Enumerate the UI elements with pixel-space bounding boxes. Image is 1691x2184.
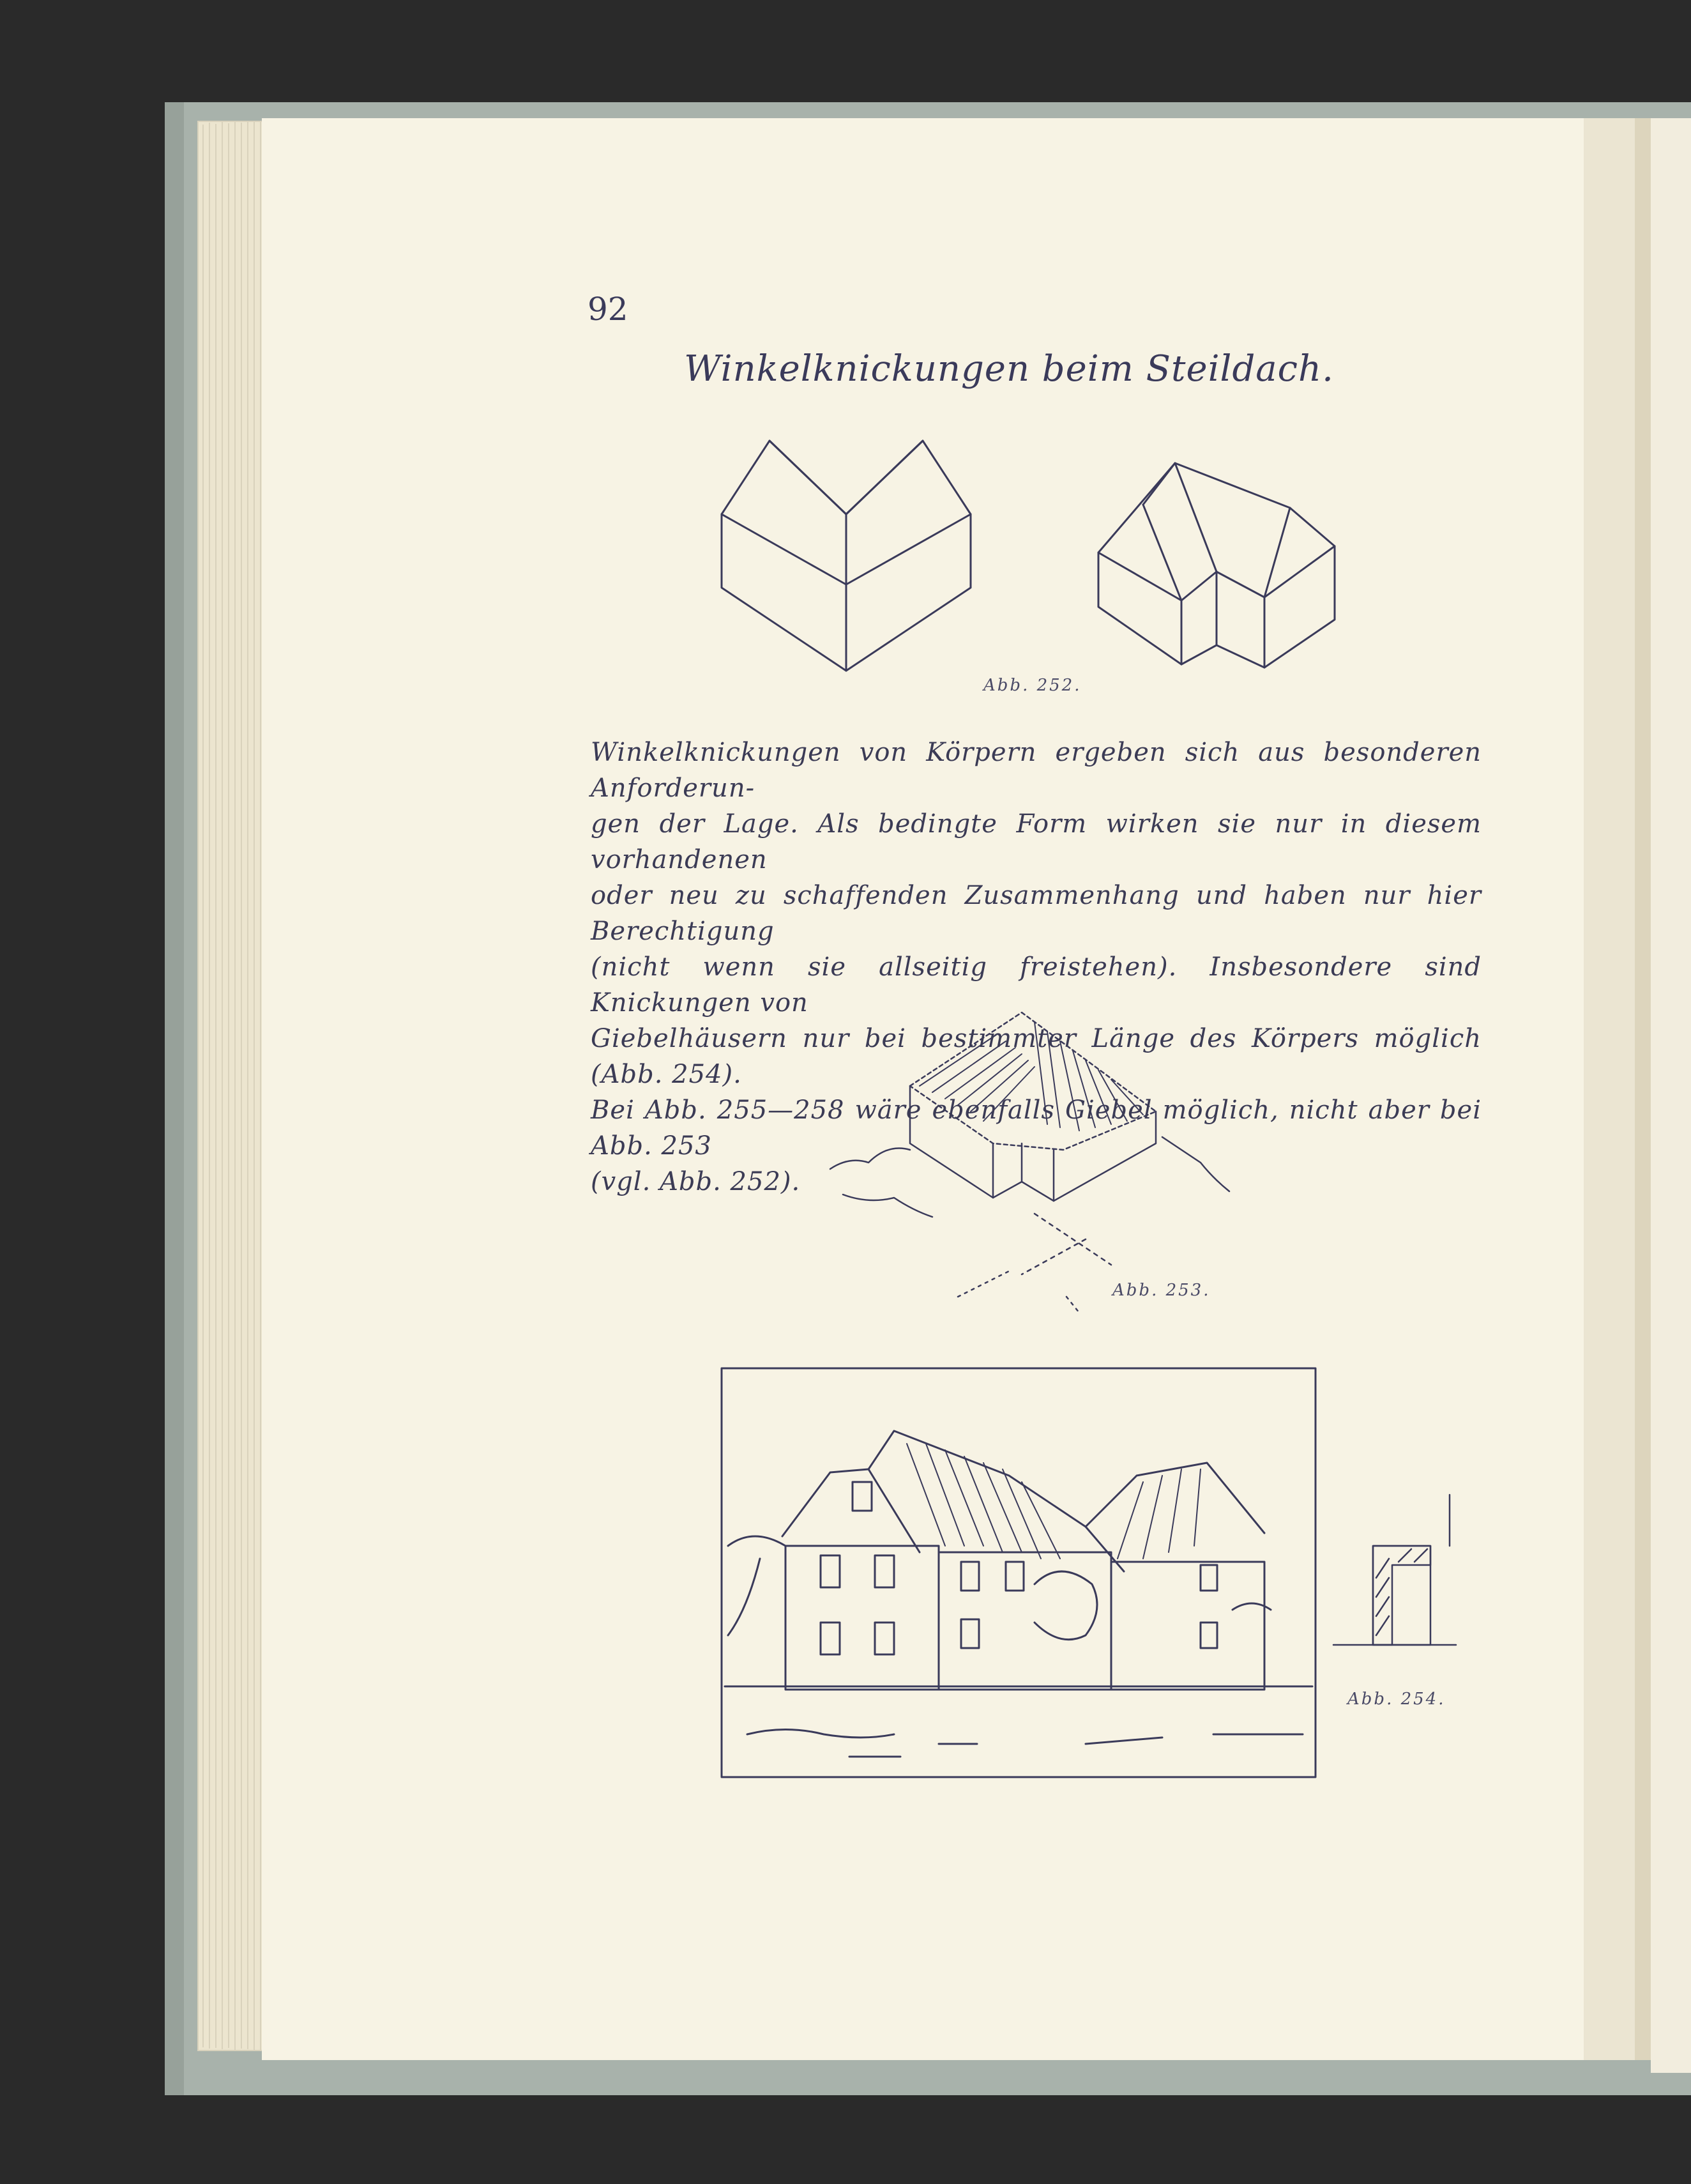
next-page-edge (1651, 118, 1691, 2073)
figure-253-caption: Abb. 253. (1112, 1281, 1211, 1300)
page-number: 92 (588, 291, 628, 328)
chapter-title: Winkelknickungen beim Steildach. (684, 348, 1334, 390)
figure-254-caption: Abb. 254. (1347, 1690, 1446, 1709)
body-line: oder neu zu schaffenden Zusammenhang und haben nur hier Berechtigung (591, 881, 1482, 946)
body-paragraph (591, 735, 1482, 1200)
body-line: Giebelhäusern nur bei bestimmter Länge des Körpers möglich (Abb. 254). (591, 1024, 1482, 1089)
body-line: Bei Abb. 255—258 wäre ebenfalls Giebel möglich, nicht aber bei Abb. 253 (591, 1096, 1482, 1161)
body-line: Winkelknickungen von Körpern ergeben sich aus besonderen Anforderun- (591, 738, 1482, 803)
figure-252-caption: Abb. 252. (983, 676, 1082, 695)
body-line: (vgl. Abb. 252). (591, 1167, 801, 1196)
body-line: gen der Lage. Als bedingte Form wirken sie nur in diesem vorhandenen (591, 809, 1482, 874)
body-line: (nicht wenn sie allseitig freistehen). Insbesondere sind Knickungen von (591, 952, 1482, 1018)
